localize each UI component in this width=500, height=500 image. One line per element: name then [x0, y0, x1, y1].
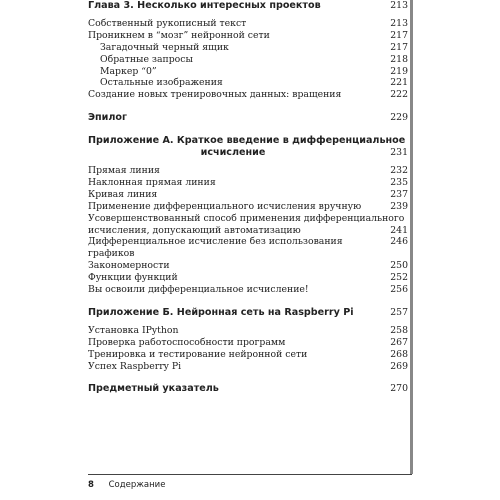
toc-entry-page: 231 — [390, 147, 408, 159]
toc-entry-title: Прямая линия — [88, 164, 160, 176]
toc-epilogue — [88, 112, 408, 124]
toc-entry-title: Предметный указатель — [88, 383, 219, 395]
toc-entry-page: 217 — [390, 41, 408, 53]
toc-entry-page: 268 — [390, 348, 408, 360]
toc-entry-title: Функции функций — [88, 272, 178, 284]
toc-entry-page: 232 — [390, 164, 408, 176]
toc-entry-page: 246 — [390, 236, 408, 248]
toc-entry-page: 269 — [390, 360, 408, 372]
toc-entry-title: Наклонная прямая линия — [88, 176, 216, 188]
toc-entry-title: Тренировка и тестирование нейронной сети — [88, 348, 308, 360]
toc-subentry — [88, 42, 408, 54]
toc-entry-title: Закономерности — [88, 260, 170, 272]
toc-entry-title: Приложение А. Краткое введение в дифференциальное — [88, 135, 406, 147]
toc-entry-page: 217 — [390, 29, 408, 41]
toc-entry-page: 218 — [390, 53, 408, 65]
toc-entry-title: Остальные изображения — [100, 77, 223, 89]
page-footer — [88, 474, 412, 490]
toc-entry — [88, 337, 408, 349]
toc-entry — [88, 189, 408, 201]
page-edge-rule — [410, 0, 413, 474]
toc-entry-page: 257 — [390, 306, 408, 318]
toc-entry-title: Кривая линия — [88, 188, 158, 200]
toc-entry-title: Проверка работоспособности программ — [88, 336, 286, 348]
toc-entry-title: исчисления, допускающий автоматизацию — [88, 224, 301, 236]
toc-entry-title: исчисление — [200, 147, 266, 159]
toc-entry-page: 213 — [390, 0, 408, 11]
toc-entry-title: Маркер “0” — [100, 65, 157, 77]
toc-entry — [88, 165, 408, 177]
toc-entry-title: Проникнем в “мозг” нейронной сети — [88, 29, 270, 41]
toc-entry-title: Глава 3. Несколько интересных проектов — [88, 0, 321, 11]
toc-entry — [88, 30, 408, 42]
toc-entry-title: Вы освоили дифференциальное исчисление! — [88, 284, 309, 296]
toc-entry-page: 229 — [390, 112, 408, 124]
toc-entry-page: 213 — [390, 17, 408, 29]
toc-entry-page: 235 — [390, 176, 408, 188]
toc-entry-title: Создание новых тренировочных данных: вращения — [88, 89, 342, 101]
table-of-contents — [88, 0, 408, 395]
toc-entry-page: 221 — [390, 77, 408, 89]
toc-entry-page: 237 — [390, 188, 408, 200]
toc-entry-page: 241 — [390, 224, 408, 236]
toc-entry-page: 270 — [390, 383, 408, 395]
toc-entry-title: Установка IPython — [88, 324, 179, 336]
toc-entry-page: 267 — [390, 336, 408, 348]
toc-entry-page: 256 — [390, 284, 408, 296]
toc-entry-page: 258 — [390, 324, 408, 336]
toc-entry — [88, 361, 408, 373]
footer-section-title: Содержание — [108, 480, 166, 490]
toc-chapter-3 — [88, 0, 408, 12]
toc-entry-title: Загадочный черный ящик — [100, 41, 229, 53]
toc-entry — [88, 89, 408, 101]
toc-entry-title: Собственный рукописный текст — [88, 17, 247, 29]
toc-entry-title: Усовершенствованный способ применения дифференциального — [88, 212, 405, 224]
toc-appendix-b — [88, 307, 408, 319]
toc-entry-title: Обратные запросы — [100, 53, 193, 65]
toc-entry — [88, 177, 408, 189]
toc-subentry — [88, 54, 408, 66]
toc-entry-page: 222 — [390, 89, 408, 101]
footer-page-number: 8 — [88, 480, 94, 490]
toc-entry-multiline-2 — [88, 225, 408, 237]
toc-entry-multiline-1 — [88, 213, 408, 225]
toc-entry-title: Эпилог — [88, 112, 128, 124]
toc-entry — [88, 18, 408, 30]
toc-entry-page: 239 — [390, 200, 408, 212]
toc-appendix-a-heading-line1 — [88, 135, 408, 147]
toc-subentry — [88, 77, 408, 89]
toc-entry — [88, 201, 408, 213]
toc-index — [88, 383, 408, 395]
toc-entry-title: Приложение Б. Нейронная сеть на Raspberry Pi — [88, 306, 354, 318]
toc-entry-page: 252 — [390, 272, 408, 284]
toc-entry-title: Успех Raspberry Pi — [88, 360, 182, 372]
toc-entry — [88, 236, 408, 260]
toc-entry — [88, 272, 408, 284]
toc-entry-page: 250 — [390, 260, 408, 272]
toc-entry — [88, 260, 408, 272]
toc-entry-title: Применение дифференциального исчисления вручную — [88, 200, 362, 212]
toc-appendix-a-heading-line2 — [88, 147, 408, 159]
toc-entry — [88, 284, 408, 296]
toc-entry — [88, 349, 408, 361]
toc-entry-page: 219 — [390, 65, 408, 77]
toc-subentry — [88, 66, 408, 78]
toc-entry — [88, 325, 408, 337]
toc-entry-title: Дифференциальное исчисление без использования графиков — [88, 236, 343, 260]
